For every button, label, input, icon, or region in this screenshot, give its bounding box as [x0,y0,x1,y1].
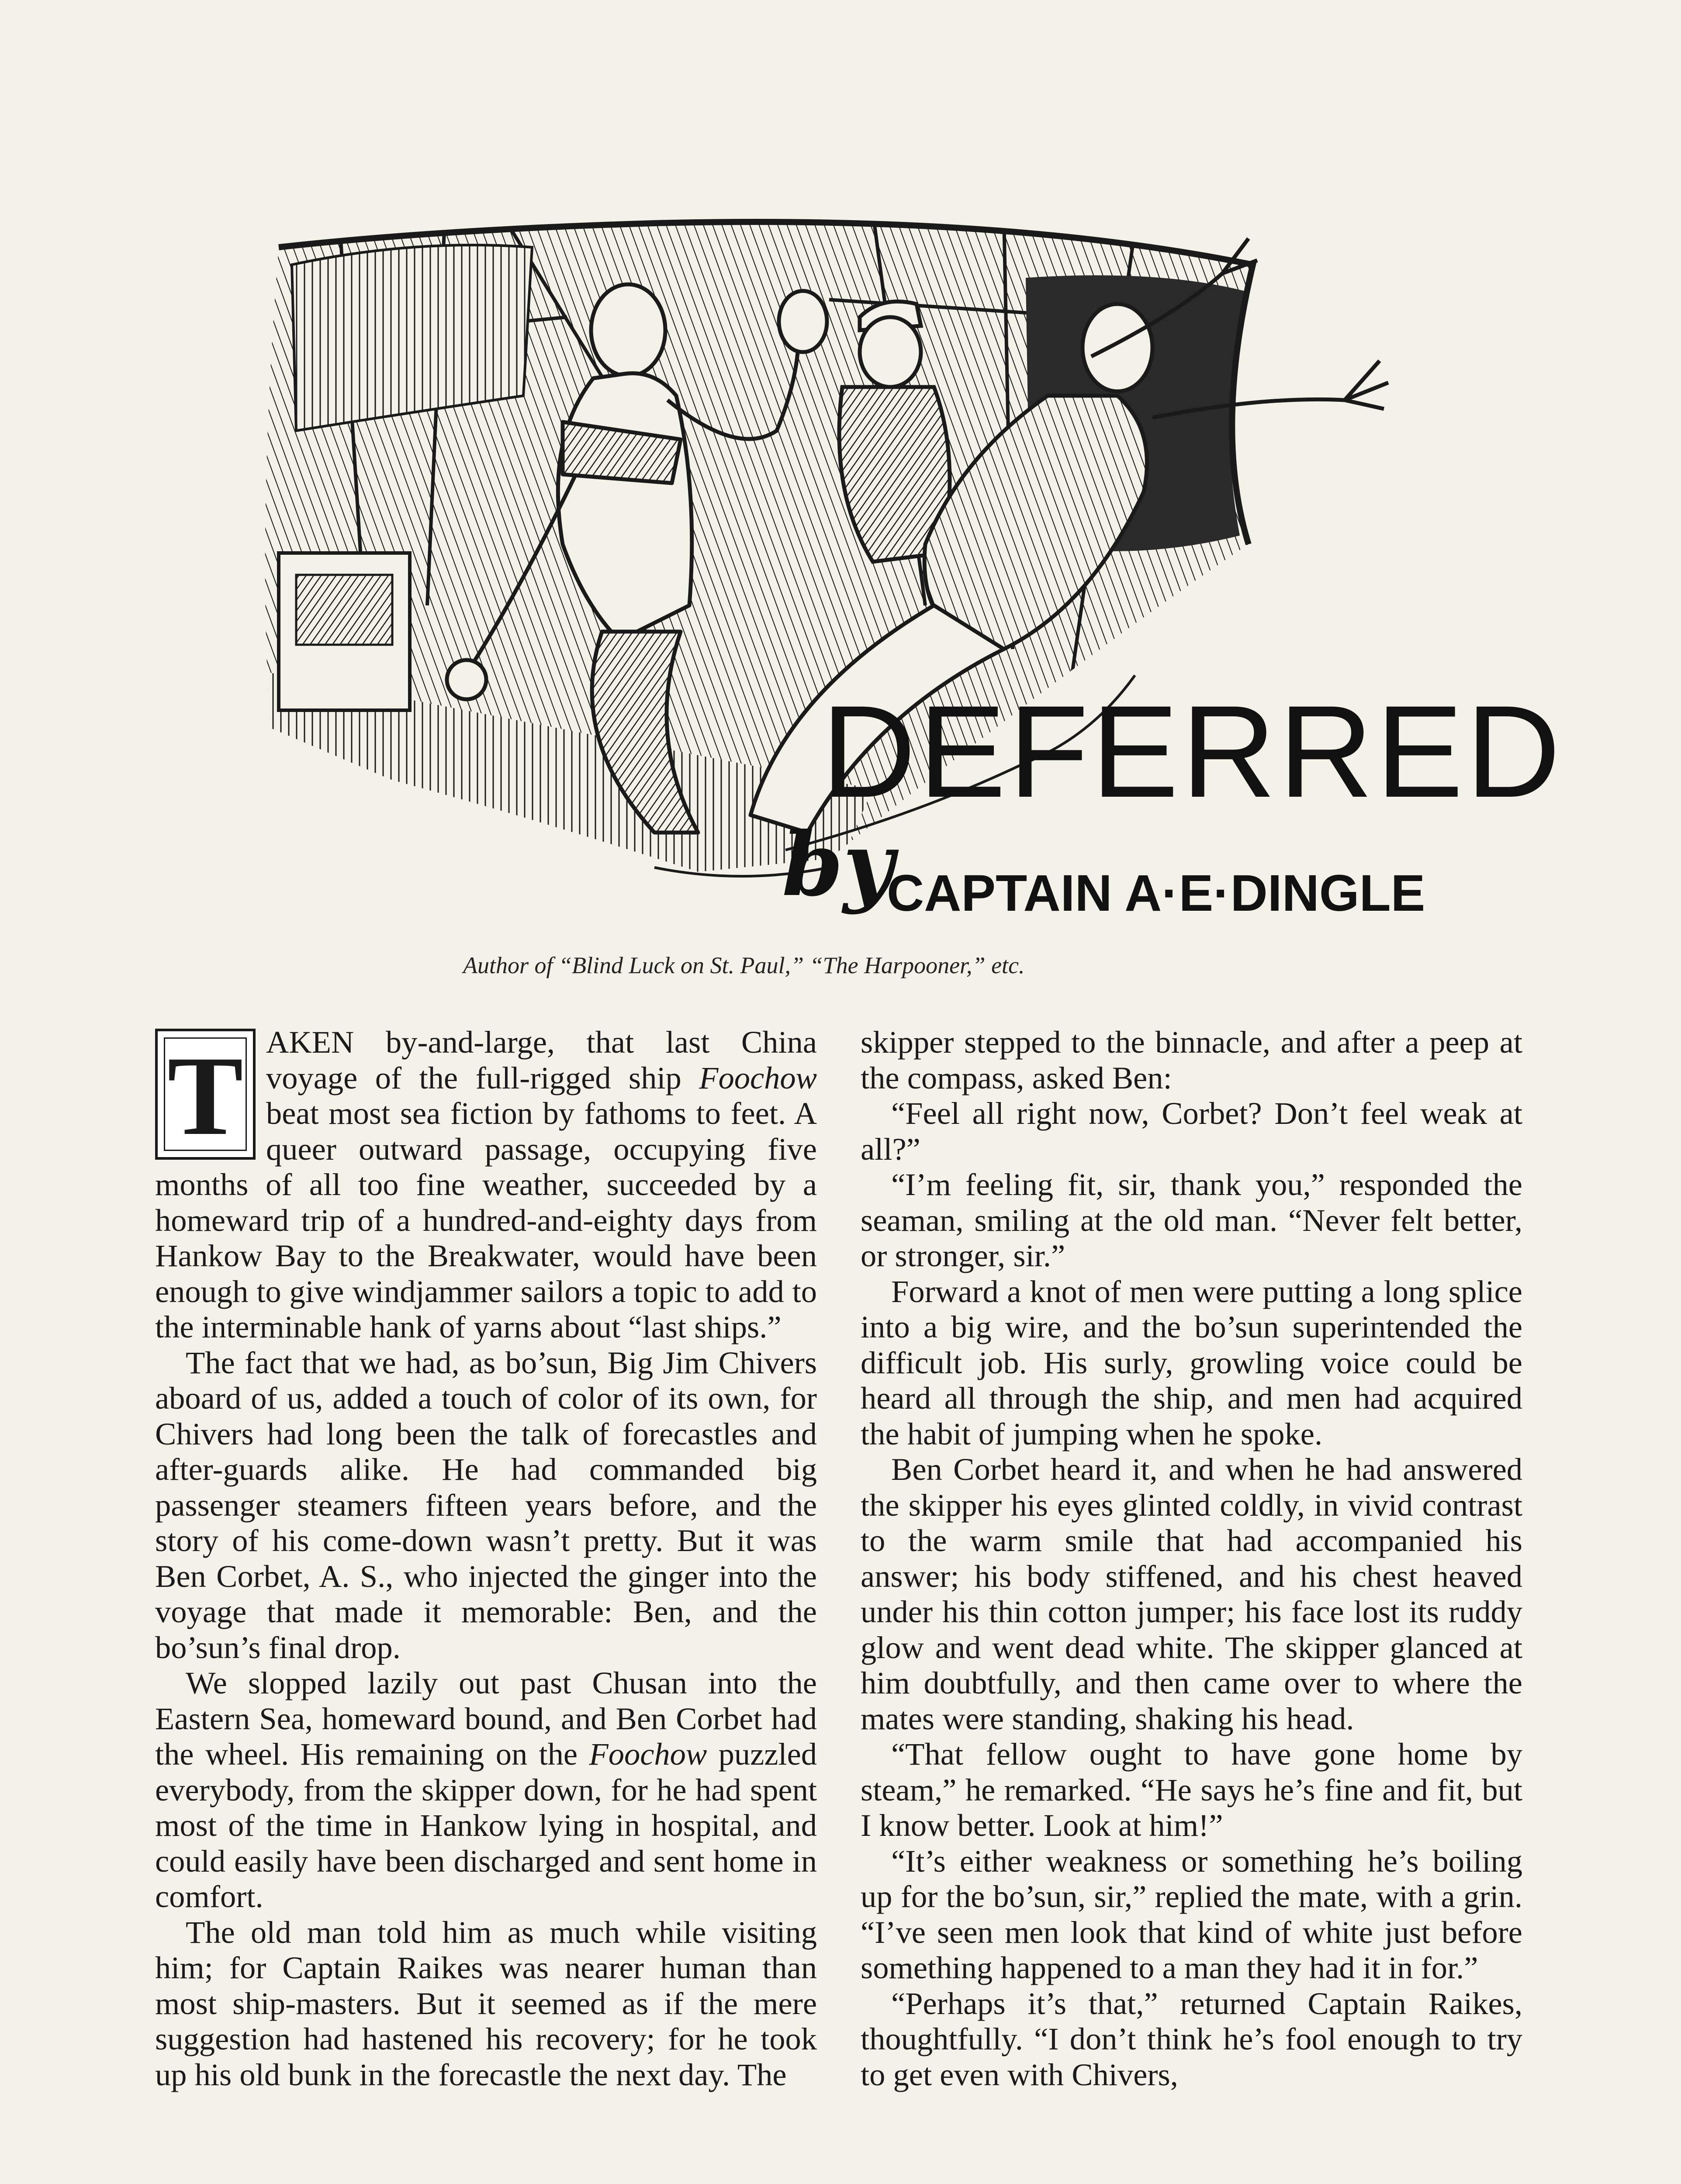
paragraph: “Perhaps it’s that,” returned Captain Raikes, thoughtfully. “I don’t think he’s fool enough to try to get even with Chivers, [861,1985,1522,2092]
paragraph: skipper stepped to the binnacle, and after a peep at the compass, asked Ben: [861,1024,1522,1095]
paragraph: Forward a knot of men were putting a long splice into a big wire, and the bo’sun superintended the difficult job. His surly, growling voice could be heard all through the ship, and men had acquired the habit of jumping when he spoke. [861,1273,1522,1451]
paragraph-text: beat most sea fiction by fathoms to feet. A queer outward passage, occupying five months of all too fine weather, succeeded by a homeward trip of a hundred-and-eighty days from Hankow Bay to the Breakwater, would have been enough to give windjammer sailors a topic to add to the interminable hank of yarns about “last ships.” [155,1095,817,1344]
left-column [155,1024,817,2092]
paragraph-text: AKEN by-and-large, that last China voyage of the full-rigged ship [266,1024,817,1095]
paragraph: “I’m feeling fit, sir, thank you,” responded the seaman, smiling at the old man. “Never felt better, or stronger, sir.” [861,1167,1522,1273]
ship-name: Foochow [589,1736,707,1772]
byline-prefix: by [782,813,894,916]
story-title: DEFERRED [821,678,1563,825]
paragraph: “That fellow ought to have gone home by steam,” he remarked. “He says he’s fine and fit, but I know better. Look at him!” [861,1736,1522,1843]
paragraph: Ben Corbet heard it, and when he had answered the skipper his eyes glinted coldly, in vivid contrast to the warm smile that had accompanied his answer; his body stiffened, and his chest heaved under his thin cotton jumper; his face lost its ruddy glow and went dead white. The skipper glanced at him doubtfully, and then came over to where the mates were standing, shaking his head. [861,1451,1522,1736]
right-column [861,1024,1522,2092]
paragraph [155,1024,817,1345]
paragraph: The old man told him as much while visiting him; for Captain Raikes was nearer human than most ship-masters. But it seemed as if the mere suggestion had hastened his recovery; for he took up his old bunk in the forecastle the next day. The [155,1914,817,2092]
author-name: CAPTAIN A·E·DINGLE [887,864,1425,922]
paragraph: “It’s either weakness or something he’s boiling up for the bo’sun, sir,” replied the mate, with a grin. “I’ve seen men look that kind of white just before something happened to a man they had it in for.” [861,1843,1522,1985]
dropcap [155,1029,256,1160]
paragraph: The fact that we had, as bo’sun, Big Jim Chivers aboard of us, added a touch of color of its own, for Chivers had long been the talk of forecastles and after-guards alike. He had commanded big passenger steamers fifteen years before, and the story of his come-down wasn’t pretty. But it was Ben Corbet, A. S., who injected the ginger into the voyage that made it memorable: Ben, and the bo’sun’s final drop. [155,1344,817,1665]
paragraph-text: We slopped lazily out past Chusan into the Eastern Sea, homeward bound, and Ben Corbet had the wheel. His remaining on the [155,1665,817,1772]
paragraph-text: puzzled everybody, from the skipper down, for he had spent most of the time in Hankow lying in hospital, and could easily have been discharged and sent home in comfort. [155,1736,817,1914]
paragraph: “Feel all right now, Corbet? Don’t feel weak at all?” [861,1095,1522,1167]
ship-name: Foochow [699,1060,817,1095]
paragraph [155,1665,817,1914]
author-credits: Author of “Blind Luck on St. Paul,” “The Harpooner,” etc. [463,952,1025,978]
dropcap-letter: T [167,1033,243,1159]
